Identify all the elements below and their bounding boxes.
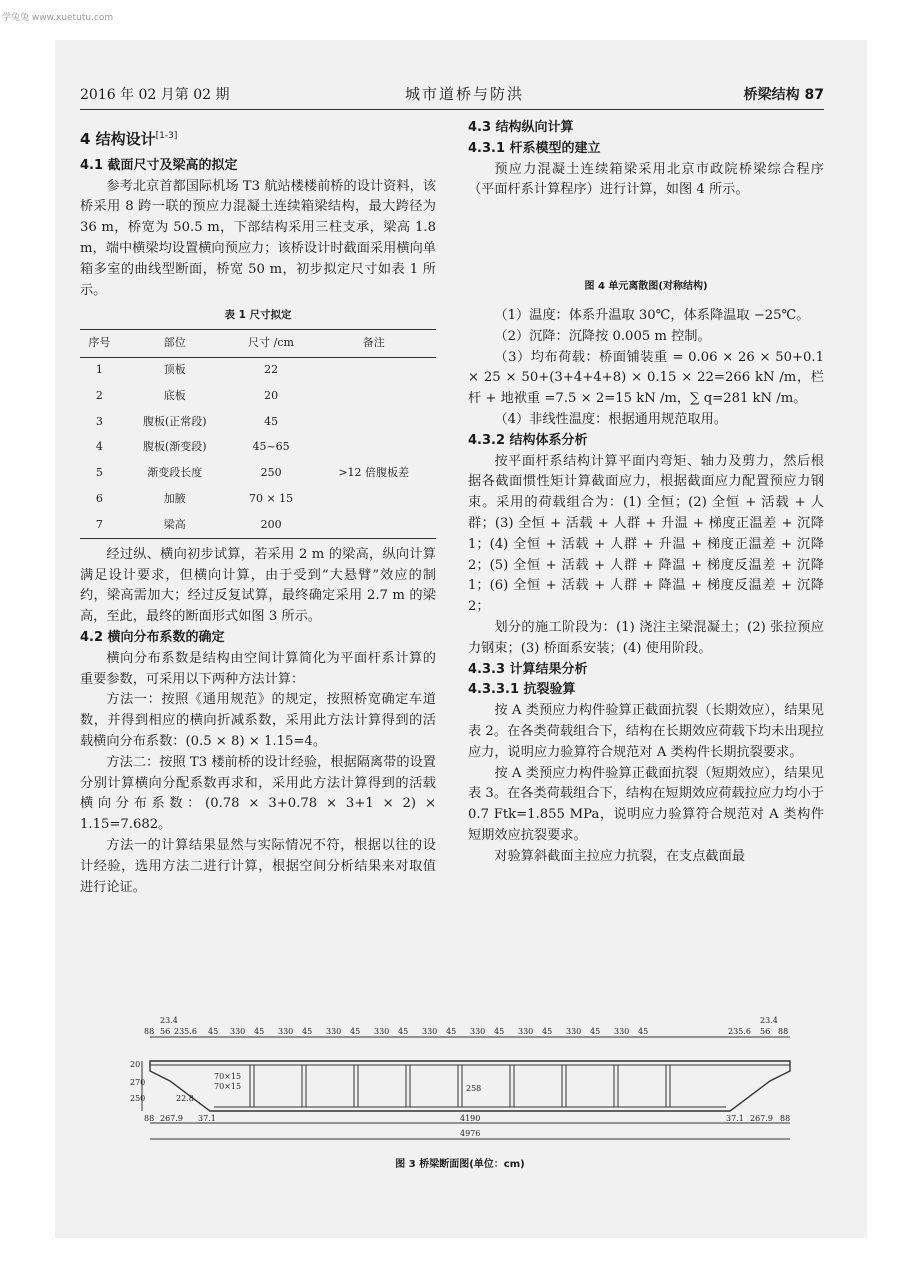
section-heading-4: 4 结构设计[1-3] xyxy=(80,130,178,148)
table-cell: 7 xyxy=(80,512,119,538)
dim-label: 270 xyxy=(130,1078,146,1087)
dim-label: 37.1 xyxy=(198,1114,216,1123)
dim-label: 330 xyxy=(614,1027,630,1036)
dim-label: 235.6 xyxy=(728,1027,751,1036)
dim-label: 330 xyxy=(278,1027,294,1036)
dim-label: 267.9 xyxy=(750,1114,773,1123)
dim-label: 88 xyxy=(144,1027,155,1036)
table-cell: 梁高 xyxy=(119,512,231,538)
web-label: 22.8 xyxy=(176,1094,194,1103)
figure-4-image xyxy=(468,201,824,271)
dim-label: 267.9 xyxy=(160,1114,183,1123)
dim-label: 330 xyxy=(422,1027,438,1036)
section-heading-4-3-3: 4.3.3 计算结果分析 xyxy=(468,661,588,677)
table-cell: 3 xyxy=(95,414,103,428)
table-row xyxy=(80,512,436,538)
figure-4-caption: 图 4 单元离散图(对称结构) xyxy=(584,281,708,293)
section-heading-4-3-3-1: 4.3.3.1 抗裂验算 xyxy=(468,682,576,698)
table-cell: 200 xyxy=(231,512,312,538)
table-cell xyxy=(311,409,436,435)
list-item: （1）温度：体系升温取 30℃，体系降温取 −25℃。 xyxy=(494,307,810,323)
webs xyxy=(250,1065,670,1107)
table-cell: 45~65 xyxy=(252,440,290,454)
table-header: 尺寸 /cm xyxy=(231,330,312,358)
table-row xyxy=(80,384,436,410)
table-cell xyxy=(311,357,436,383)
table-cell: 250 xyxy=(260,466,282,480)
paragraph: 方法二：按照 T3 楼前桥的设计经验，根据隔离带的设置分别计算横向分配系数再求和，采用此方法计算得到的活载横向分布系数：(0.78 × 3+0.78 × 3+1 × 2) × 1.15=7.682。 xyxy=(80,754,436,833)
dim-label: 45 xyxy=(494,1027,505,1036)
table-cell: 渐变段长度 xyxy=(147,466,203,480)
paragraph: 方法一：按照《通用规范》的规定，按照桥宽确定车道数，并得到相应的横向折减系数，采用此方法计算得到的活载横向分布系数：(0.5 × 8) × 1.15=4。 xyxy=(80,692,436,749)
table-row xyxy=(80,409,436,435)
left-column xyxy=(80,118,436,898)
issue-label: 2016 年 02 月第 02 期 xyxy=(80,87,230,103)
dim-label: 45 xyxy=(638,1027,649,1036)
paragraph: 按平面杆系结构计算平面内弯矩、轴力及剪力，然后根据各截面惯性矩计算截面应力，根据截面应力配置预应力钢束。采用的荷载组合为：(1) 全恒；(2) 全恒 + 活载 + 人群；(3) 全恒 + 活载 + 人群 + 升温 + 梯度正温差 + 沉降 1；(4) 全恒 + 活载 + 人群 + 升温 + 梯度正温差 + 沉降 2；(5) 全恒 + 活载 + 人群 + 降温 + 梯度反温差 + 沉降 1；(6) 全恒 + 活载 + 人群 + 降温 + 梯度反温差 + 沉降 2； xyxy=(468,453,824,615)
dim-label: 330 xyxy=(470,1027,486,1036)
table-cell xyxy=(311,486,436,512)
paragraph: 对验算斜截面主拉应力抗裂，在支点截面最 xyxy=(494,848,745,864)
dim-label: 45 xyxy=(350,1027,361,1036)
dim-label: 330 xyxy=(374,1027,390,1036)
right-column xyxy=(468,118,824,868)
table-cell: 45 xyxy=(264,414,279,428)
journal-title: 城市道桥与防洪 xyxy=(405,85,525,103)
table-header: 备注 xyxy=(311,330,436,358)
header-rule xyxy=(80,109,824,110)
dim-label: 45 xyxy=(398,1027,409,1036)
section-heading-4-3: 4.3 结构纵向计算 xyxy=(468,120,574,135)
table-cell: 20 xyxy=(264,389,279,403)
dim-label: 330 xyxy=(230,1027,246,1036)
haunch-label: 70×15 xyxy=(214,1072,242,1081)
table-cell xyxy=(311,512,436,538)
table-cell: 腹板(渐变段) xyxy=(142,440,207,454)
list-item: （2）沉降：沉降按 0.005 m 控制。 xyxy=(494,328,711,344)
dim-label: 250 xyxy=(130,1094,146,1103)
dim-label: 45 xyxy=(208,1027,219,1036)
table-cell: 1 xyxy=(95,363,103,377)
dim-label: 45 xyxy=(254,1027,265,1036)
dim-label: 56 xyxy=(160,1027,171,1036)
haunch-label: 70×15 xyxy=(214,1082,242,1091)
dim-label: 330 xyxy=(518,1027,534,1036)
table-cell: 70 × 15 xyxy=(248,491,294,505)
table-cell: 4 xyxy=(95,440,103,454)
table-row xyxy=(80,435,436,461)
center-label: 258 xyxy=(466,1084,482,1093)
paragraph: 预应力混凝土连续箱梁采用北京市政院桥梁综合程序（平面杆系计算程序）进行计算，如图 4 所示。 xyxy=(468,161,824,198)
table-cell xyxy=(311,435,436,461)
dim-label: 23.4 xyxy=(160,1016,178,1025)
dim-label: 45 xyxy=(542,1027,553,1036)
paragraph: 参考北京首都国际机场 T3 航站楼楼前桥的设计资料，该桥采用 8 跨一联的预应力混凝土连续箱梁结构，最大跨径为 36 m，桥宽为 50.5 m，下部结构采用三柱支承，梁高 1.8 m，端中横梁均设置横向预应力；该桥设计时截面采用横向单箱多室的曲线型断面，桥宽 50 m，初步拟定尺寸如表 1 所示。 xyxy=(80,178,436,298)
table-cell: 22 xyxy=(264,363,279,377)
paragraph: 按 A 类预应力构件验算正截面抗裂（短期效应），结果见表 3。在各类荷载组合下，结构在短期效应荷载拉应力均小于 0.7 Ftk=1.855 MPa，说明应力验算符合规范对 A 类构件短期效应抗裂要求。 xyxy=(468,765,824,843)
dim-label: 45 xyxy=(302,1027,313,1036)
dimension-table xyxy=(80,329,436,539)
list-item: （3）均布荷载：桥面铺装重 = 0.06 × 26 × 50+0.1 × 25 × 50+(3+4+4+8) × 0.15 × 22=266 kN /m，栏杆 + 地袱重 =7.5 × 2=15 kN /m，∑ q=281 kN /m。 xyxy=(468,349,824,407)
section-heading-4-2: 4.2 横向分布系数的确定 xyxy=(80,629,225,645)
section-heading-4-1: 4.1 截面尺寸及梁高的拟定 xyxy=(80,157,238,173)
figure-3-caption: 图 3 桥梁断面图(单位：cm) xyxy=(395,1159,525,1170)
paragraph: 按 A 类预应力构件验算正截面抗裂（长期效应），结果见表 2。在各类荷载组合下，结构在长期效应荷载下均未出现拉应力，说明应力验算符合规范对 A 类构件长期抗裂要求。 xyxy=(468,703,824,760)
bridge-section-figure xyxy=(130,1015,810,1150)
table-cell: 腹板(正常段) xyxy=(142,414,207,428)
dim-label: 37.1 xyxy=(726,1114,744,1123)
dim-label: 23.4 xyxy=(760,1016,778,1025)
table-cell: 6 xyxy=(95,491,103,505)
table-caption: 表 1 尺寸拟定 xyxy=(224,309,292,322)
table-row xyxy=(80,486,436,512)
paragraph: 横向分布系数是结构由空间计算简化为平面杆系计算的重要参数，可采用以下两种方法计算： xyxy=(80,650,436,687)
table-cell: 2 xyxy=(95,389,103,403)
dim-label: 45 xyxy=(590,1027,601,1036)
section-heading-4-3-2: 4.3.2 结构体系分析 xyxy=(468,432,588,448)
section-page-label: 桥梁结构 87 xyxy=(743,87,824,103)
dim-label: 88 xyxy=(778,1027,789,1036)
table-header: 序号 xyxy=(80,330,119,358)
dim-label: 56 xyxy=(760,1027,771,1036)
table-cell: 顶板 xyxy=(163,363,186,377)
table-cell: >12 倍腹板差 xyxy=(338,466,410,480)
dim-label: 330 xyxy=(566,1027,582,1036)
dim-label: 45 xyxy=(446,1027,457,1036)
dim-label: 88 xyxy=(780,1114,791,1123)
table-row xyxy=(80,461,436,487)
dim-label: 20 xyxy=(130,1060,141,1069)
paragraph: 经过纵、横向初步试算，若采用 2 m 的梁高，纵向计算满足设计要求，但横向计算，由于受到“大悬臂”效应的制约，梁高需加大；经过反复试算，最终确定采用 2.7 m 的梁高，至此，最终的断面形式如图 3 所示。 xyxy=(80,546,436,625)
table-cell: 底板 xyxy=(163,389,186,403)
dim-label: 330 xyxy=(326,1027,342,1036)
table-cell xyxy=(311,384,436,410)
dim-label: 88 xyxy=(144,1114,155,1123)
dim-label: 4190 xyxy=(460,1114,481,1123)
paragraph: 方法一的计算结果显然与实际情况不符，根据以往的设计经验，选用方法二进行计算，根据空间分析结果来对取值进行论证。 xyxy=(80,837,436,895)
table-cell: 加腋 xyxy=(163,491,186,505)
dim-label: 235.6 xyxy=(174,1027,197,1036)
paragraph: 划分的施工阶段为：(1) 浇注主梁混凝土；(2) 张拉预应力钢束；(3) 桥面系安装；(4) 使用阶段。 xyxy=(468,619,824,656)
table-header: 部位 xyxy=(119,330,231,358)
table-row xyxy=(80,357,436,383)
section-heading-4-3-1: 4.3.1 杆系模型的建立 xyxy=(468,140,601,156)
watermark: 学兔兔 www.xuetutu.com xyxy=(2,13,114,23)
list-item: （4）非线性温度：根据通用规范取用。 xyxy=(494,411,727,427)
total-width-label: 4976 xyxy=(460,1129,481,1138)
table-cell: 5 xyxy=(95,466,103,480)
